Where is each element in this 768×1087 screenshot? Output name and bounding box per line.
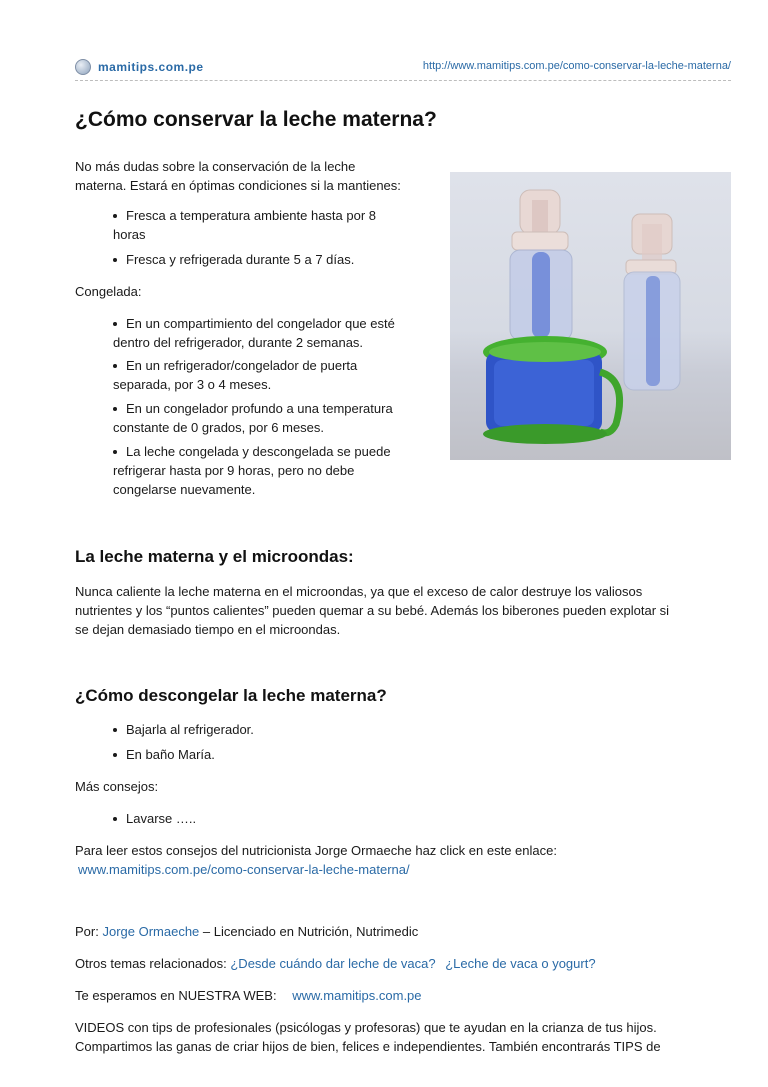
- page-url[interactable]: http://www.mamitips.com.pe/como-conservar-la-leche-materna/: [422, 60, 731, 72]
- list-item: La leche congelada y descongelada se puede refrigerar hasta por 9 horas, pero no debe congelarse nuevamente.: [113, 444, 391, 497]
- thaw-heading: ¿Cómo descongelar la leche materna?: [75, 686, 387, 705]
- web-line: Te esperamos en NUESTRA WEB: www.mamitips.com.pe: [75, 988, 422, 1003]
- website-link[interactable]: www.mamitips.com.pe: [292, 988, 422, 1003]
- globe-icon: [75, 59, 91, 75]
- list-item: Lavarse …..: [113, 809, 196, 828]
- list-item: En un refrigerador/congelador de puerta separada, por 3 o 4 meses.: [113, 358, 358, 392]
- bullet-icon: [113, 817, 117, 821]
- bullet-icon: [113, 258, 117, 262]
- bullet-icon: [113, 214, 117, 218]
- videos-paragraph: VIDEOS con tips de profesionales (psicólogas y profesoras) que te ayudan en la crianza de tus hijos. Compartimos las ganas de criar hijos de bien, felices e independientes. También encontrarás TIPS de: [75, 1020, 661, 1054]
- related-link-cow-milk[interactable]: ¿Desde cuándo dar leche de vaca?: [230, 956, 436, 971]
- article-link[interactable]: www.mamitips.com.pe/como-conservar-la-leche-materna/: [78, 862, 410, 877]
- list-item: Fresca a temperatura ambiente hasta por 8 horas: [113, 208, 377, 242]
- list-item: Fresca y refrigerada durante 5 a 7 días.: [113, 250, 354, 269]
- bullet-icon: [113, 407, 117, 411]
- bullet-icon: [113, 728, 117, 732]
- related-line: Otros temas relacionados: ¿Desde cuándo dar leche de vaca? ¿Leche de vaca o yogurt?: [75, 956, 596, 971]
- intro-line-2: materna. Estará en óptimas condiciones si la mantienes:: [75, 178, 401, 193]
- site-name-label: mamitips.com.pe: [98, 60, 204, 74]
- frozen-label: Congelada:: [75, 284, 142, 299]
- bullet-icon: [113, 322, 117, 326]
- microwave-heading: La leche materna y el microondas:: [75, 547, 354, 566]
- list-item: En un congelador profundo a una temperatura constante de 0 grados, por 6 meses.: [113, 401, 393, 435]
- related-link-yogurt[interactable]: ¿Leche de vaca o yogurt?: [445, 956, 596, 971]
- read-more-paragraph: Para leer estos consejos del nutricionista Jorge Ormaeche haz click en este enlace: www.mamitips.com.pe/como-conservar-la-leche-materna/: [75, 843, 557, 877]
- list-item: En baño María.: [113, 745, 215, 764]
- bullet-icon: [113, 364, 117, 368]
- intro-line-1: No más dudas sobre la conservación de la leche: [75, 159, 356, 174]
- page-title: ¿Cómo conservar la leche materna?: [75, 108, 437, 131]
- baby-bottles-photo: [450, 172, 731, 460]
- site-name[interactable]: [75, 59, 204, 75]
- author-line: Por: Jorge Ormaeche – Licenciado en Nutrición, Nutrimedic: [75, 924, 419, 939]
- bottles-illustration: [450, 172, 731, 460]
- author-link[interactable]: Jorge Ormaeche: [102, 924, 200, 939]
- intro-paragraph: [75, 157, 445, 195]
- bullet-icon: [113, 450, 117, 454]
- list-item: En un compartimiento del congelador que esté dentro del refrigerador, durante 2 semanas.: [113, 316, 395, 350]
- list-item: Bajarla al refrigerador.: [113, 720, 254, 739]
- more-tips-label: Más consejos:: [75, 779, 159, 794]
- bullet-icon: [113, 753, 117, 757]
- page-header: [75, 58, 731, 81]
- microwave-paragraph: Nunca caliente la leche materna en el microondas, ya que el exceso de calor destruye los valiosos nutrientes y los “puntos calientes” pueden quemar a su bebé. Además los biberones pueden explotar si se dejan demasiado tiempo en el microondas.: [75, 584, 670, 637]
